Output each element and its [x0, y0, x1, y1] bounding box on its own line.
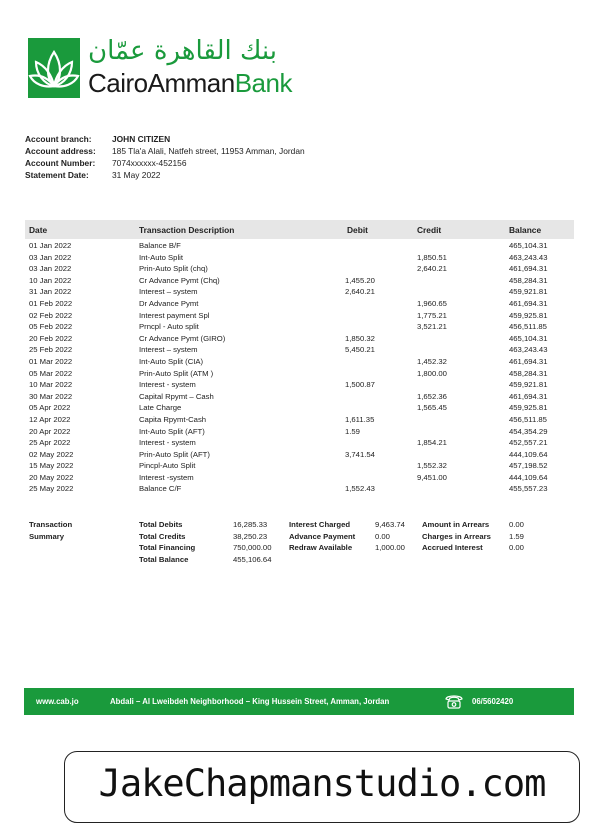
amount-in-arrears-value: 0.00	[509, 520, 524, 529]
row-description: Interest - system	[139, 438, 196, 448]
row-date: 25 Apr 2022	[29, 438, 71, 448]
row-balance: 455,557.23	[509, 484, 548, 494]
row-balance: 459,925.81	[509, 403, 548, 413]
account-address-value: 185 Tla'a Alali, Natfeh street, 11953 Amman, Jordan	[112, 146, 305, 156]
row-balance: 461,694.31	[509, 298, 548, 308]
row-description: Interest – system	[139, 287, 198, 297]
transactions-table-body	[25, 240, 574, 495]
table-row	[25, 368, 574, 380]
row-date: 05 Mar 2022	[29, 368, 73, 378]
account-number-row	[25, 157, 305, 169]
row-credit: 3,521.21	[417, 322, 447, 332]
statement-date-label: Statement Date:	[25, 170, 89, 180]
row-balance: 456,511.85	[509, 322, 547, 332]
row-date: 01 Jan 2022	[29, 241, 72, 250]
row-balance: 461,694.31	[509, 264, 548, 274]
row-description: Prin-Auto Split (chq)	[139, 264, 208, 274]
row-credit: 1,800.00	[417, 368, 447, 378]
row-date: 20 May 2022	[29, 472, 74, 482]
row-description: Prin-Auto Split (AFT)	[139, 449, 210, 459]
account-branch-row	[25, 133, 305, 145]
row-description: Dr Advance Pymt	[139, 298, 199, 308]
row-date: 03 Jan 2022	[29, 252, 72, 262]
row-date: 30 Mar 2022	[29, 391, 73, 401]
row-credit: 1,854.21	[417, 438, 447, 448]
transaction-summary	[25, 520, 574, 568]
footer-website-link[interactable]: www.cab.jo	[36, 697, 79, 706]
row-balance: 463,243.43	[509, 345, 548, 355]
footer-bar	[24, 688, 574, 715]
bank-name-part1: CairoAmman	[88, 68, 235, 98]
total-balance-value: 455,106.64	[233, 554, 272, 564]
table-row	[25, 298, 574, 310]
header-debit: Debit	[347, 225, 368, 235]
row-description: Interest - system	[139, 380, 196, 390]
table-row	[25, 460, 574, 472]
row-description: Capita Rpymt-Cash	[139, 414, 207, 424]
watermark-text: JakeChapmanstudio.com	[98, 762, 546, 805]
table-row	[25, 240, 574, 252]
row-date: 10 Mar 2022	[29, 380, 73, 390]
accrued-interest-label: Accrued Interest	[422, 543, 483, 552]
table-row	[25, 414, 574, 426]
table-row	[25, 426, 574, 438]
row-date: 15 May 2022	[29, 461, 74, 471]
row-balance: 463,243.43	[509, 252, 548, 262]
table-row	[25, 321, 574, 333]
row-balance: 458,284.31	[509, 275, 548, 285]
row-description: Cr Advance Pymt (Chq)	[139, 275, 220, 285]
accrued-interest-value: 0.00	[509, 543, 524, 552]
row-date: 03 Jan 2022	[29, 264, 72, 274]
bank-logo-emblem	[28, 38, 80, 98]
table-row	[25, 472, 574, 484]
total-credits-value: 38,250.23	[233, 531, 268, 541]
row-credit: 1,850.51	[417, 252, 447, 262]
row-credit: 1,565.45	[417, 403, 447, 413]
row-balance: 444,109.64	[509, 449, 548, 459]
amount-in-arrears-label: Amount in Arrears	[422, 520, 490, 529]
row-description: Prin-Auto Split (ATM )	[139, 368, 214, 378]
row-date: 20 Feb 2022	[29, 333, 73, 343]
table-row	[25, 391, 574, 403]
footer-address: Abdali – Al Lweibdeh Neighborhood – King Hussein Street, Amman, Jordan	[110, 697, 390, 706]
row-credit: 2,640.21	[417, 264, 447, 274]
row-balance: 459,921.81	[509, 380, 548, 390]
statement-date-value: 31 May 2022	[112, 170, 161, 180]
row-credit: 1,775.21	[417, 310, 447, 320]
row-debit: 1.59	[345, 426, 360, 436]
row-description: Balance B/F	[139, 241, 181, 250]
row-date: 20 Apr 2022	[29, 426, 71, 436]
table-row	[25, 344, 574, 356]
charges-in-arrears-value: 1.59	[509, 531, 524, 541]
row-description: Int-Auto Split (AFT)	[139, 426, 205, 436]
advance-payment-value: 0.00	[375, 531, 390, 541]
bank-name-arabic: بنك القاهرة عمّان	[88, 36, 277, 66]
row-balance: 465,104.31	[509, 333, 548, 343]
account-address-label: Account address:	[25, 146, 96, 156]
footer-phone: 06/5602420	[472, 697, 514, 706]
row-date: 02 May 2022	[29, 449, 74, 459]
header-balance: Balance	[509, 225, 542, 235]
table-row	[25, 275, 574, 287]
row-date: 31 Jan 2022	[29, 287, 72, 297]
row-date: 25 Feb 2022	[29, 345, 73, 355]
row-credit: 9,451.00	[417, 472, 447, 482]
table-row	[25, 333, 574, 345]
table-row	[25, 286, 574, 298]
account-number-label: Account Number:	[25, 158, 96, 168]
total-balance-label: Total Balance	[139, 554, 189, 564]
telephone-icon	[444, 693, 464, 710]
table-row	[25, 449, 574, 461]
statement-date-row	[25, 169, 305, 181]
row-credit: 1,452.32	[417, 356, 447, 366]
row-balance: 465,104.31	[509, 241, 548, 250]
table-row	[25, 483, 574, 495]
summary-title-line1: Transaction	[29, 520, 73, 529]
interest-charged-label: Interest Charged	[289, 520, 351, 529]
table-row	[25, 252, 574, 264]
row-debit: 5,450.21	[345, 345, 375, 355]
row-description: Int-Auto Split (CIA)	[139, 356, 204, 366]
account-branch-value: JOHN CITIZEN	[112, 134, 171, 144]
row-balance: 444,109.64	[509, 472, 548, 482]
row-date: 01 Mar 2022	[29, 356, 73, 366]
row-balance: 457,198.52	[509, 461, 548, 471]
table-row	[25, 310, 574, 322]
row-description: Prncpl - Auto split	[139, 322, 199, 332]
redraw-available-label: Redraw Available	[289, 543, 353, 552]
row-description: Cr Advance Pymt (GIRO)	[139, 333, 226, 343]
row-balance: 456,511.85	[509, 414, 547, 424]
header-date: Date	[29, 225, 48, 235]
row-date: 10 Jan 2022	[29, 275, 72, 285]
row-balance: 458,284.31	[509, 368, 548, 378]
row-credit: 1,960.65	[417, 298, 447, 308]
row-debit: 1,611.35	[345, 414, 375, 424]
row-description: Balance C/F	[139, 484, 182, 494]
summary-title-line2: Summary	[29, 531, 65, 541]
account-address-row	[25, 145, 305, 157]
account-branch-label: Account branch:	[25, 134, 92, 144]
account-number-value: 7074xxxxxx-452156	[112, 158, 187, 168]
table-row	[25, 356, 574, 368]
row-description: Late Charge	[139, 403, 182, 413]
row-description: Interest – system	[139, 345, 198, 355]
row-balance: 452,557.21	[509, 438, 548, 448]
transactions-table-header	[25, 220, 574, 239]
row-balance: 461,694.31	[509, 356, 548, 366]
row-debit: 3,741.54	[345, 449, 375, 459]
redraw-available-value: 1,000.00	[375, 543, 405, 552]
row-debit: 1,552.43	[345, 484, 375, 494]
advance-payment-label: Advance Payment	[289, 531, 356, 541]
row-balance: 459,921.81	[509, 287, 548, 297]
total-debits-value: 16,285.33	[233, 520, 268, 529]
table-row	[25, 263, 574, 275]
table-row	[25, 379, 574, 391]
total-debits-label: Total Debits	[139, 520, 183, 529]
row-description: Int-Auto Split	[139, 252, 184, 262]
row-date: 05 Apr 2022	[29, 403, 71, 413]
row-credit: 1,552.32	[417, 461, 447, 471]
row-debit: 2,640.21	[345, 287, 375, 297]
row-balance: 461,694.31	[509, 391, 548, 401]
row-date: 12 Apr 2022	[29, 414, 71, 424]
header-description: Transaction Description	[139, 225, 235, 235]
row-date: 25 May 2022	[29, 484, 74, 494]
account-info	[25, 133, 305, 181]
total-financing-value: 750,000.00	[233, 543, 272, 552]
bank-name-part2: Bank	[234, 68, 292, 98]
row-description: Pincpl-Auto Split	[139, 461, 196, 471]
watermark-box	[64, 751, 580, 823]
leaf-emblem-icon	[28, 38, 80, 98]
row-date: 02 Feb 2022	[29, 310, 73, 320]
charges-in-arrears-label: Charges in Arrears	[422, 531, 491, 541]
row-date: 01 Feb 2022	[29, 298, 73, 308]
total-financing-label: Total Financing	[139, 543, 196, 552]
row-debit: 1,850.32	[345, 333, 375, 343]
row-date: 05 Feb 2022	[29, 322, 73, 332]
row-balance: 454,354.29	[509, 426, 548, 436]
row-debit: 1,455.20	[345, 275, 375, 285]
bank-name-english	[88, 68, 292, 99]
row-debit: 1,500.87	[345, 380, 375, 390]
table-row	[25, 437, 574, 449]
row-balance: 459,925.81	[509, 310, 548, 320]
row-description: Interest payment Spl	[139, 310, 210, 320]
header-credit: Credit	[417, 225, 442, 235]
row-description: Interest -system	[139, 472, 194, 482]
row-credit: 1,652.36	[417, 391, 447, 401]
table-row	[25, 402, 574, 414]
total-credits-label: Total Credits	[139, 531, 186, 541]
row-description: Capital Rpymt – Cash	[139, 391, 214, 401]
interest-charged-value: 9,463.74	[375, 520, 405, 529]
